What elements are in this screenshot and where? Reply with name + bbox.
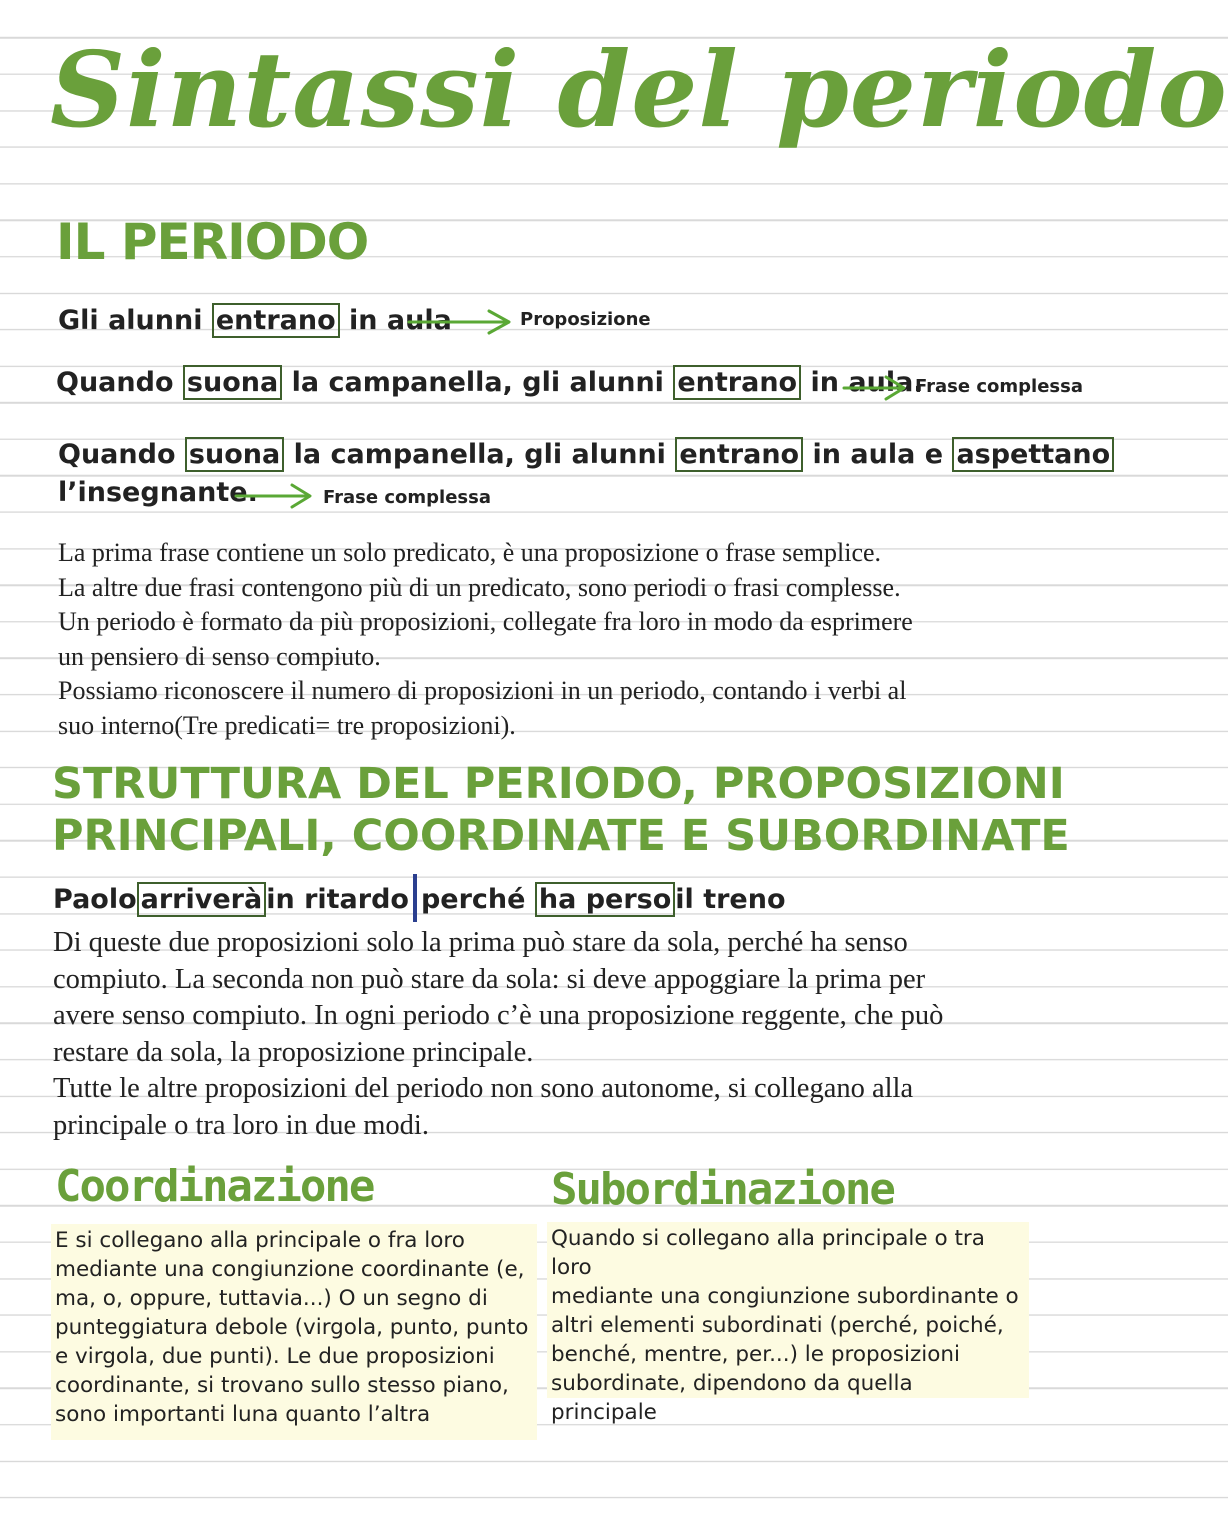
example-sentence-3-continued: l’insegnante. xyxy=(58,477,258,508)
note-line: ma, o, oppure, tuttavia...) O un segno di xyxy=(55,1286,488,1311)
note-line: altri elementi subordinati (perché, poiché, xyxy=(551,1313,1004,1338)
example-text: la campanella, gli alunni xyxy=(293,439,666,470)
boxed-verb: aspettano xyxy=(952,437,1114,472)
example-text: perché xyxy=(420,884,526,915)
example-text: la campanella, gli alunni xyxy=(291,367,664,398)
example-text: in aula. xyxy=(810,367,924,398)
example-sentence-2 xyxy=(56,366,924,400)
paragraph-line: compiuto. La seconda non può stare da sola: si deve appoggiare la prima per xyxy=(53,963,926,995)
coordinazione-note xyxy=(51,1224,537,1440)
note-line: subordinate, dipendono da quella principale xyxy=(551,1371,913,1425)
heading-line: STRUTTURA DEL PERIODO, PROPOSIZIONI xyxy=(52,759,1065,809)
note-line: punteggiatura debole (virgola, punto, punto xyxy=(55,1315,529,1340)
example-label: Frase complessa xyxy=(915,376,1083,397)
note-line: Quando si collegano alla principale o tra loro xyxy=(551,1226,985,1280)
paragraph-line: La altre due frasi contengono più di un predicato, sono periodi o frasi complesse. xyxy=(58,572,901,602)
subordinazione-heading: Subordinazione xyxy=(551,1164,894,1215)
example-sentence-1 xyxy=(58,304,452,338)
boxed-verb: arriverà xyxy=(137,882,267,917)
note-line: mediante una congiunzione coordinante (e, xyxy=(55,1257,525,1282)
paragraph-line: restare da sola, la proposizione principale. xyxy=(53,1036,534,1068)
example-text: Quando xyxy=(58,439,176,470)
paragraph-line: Di queste due proposizioni solo la prima può stare da sola, perché ha senso xyxy=(53,927,908,958)
paragraph-line: un pensiero di senso compiuto. xyxy=(58,641,381,671)
example-text: Quando xyxy=(56,367,174,398)
example-sentence-4 xyxy=(53,874,786,922)
paragraph-line: Un periodo è formato da più proposizioni, collegate fra loro in modo da esprimere xyxy=(58,607,913,636)
boxed-verb: suona xyxy=(185,437,284,472)
paragraph-line: Tutte le altre proposizioni del periodo non sono autonome, si collegano alla xyxy=(53,1073,914,1104)
example-text: in ritardo xyxy=(266,884,409,915)
example-text: Paolo xyxy=(53,884,137,915)
heading-line: PRINCIPALI, COORDINATE E SUBORDINATE xyxy=(52,811,1070,861)
example-sentence-3 xyxy=(58,438,1114,472)
note-line: sono importanti luna quanto l’altra xyxy=(55,1402,431,1427)
paragraph-line: principale o tra loro in due modi. xyxy=(53,1109,429,1141)
paragraph-periodo xyxy=(58,536,1048,743)
example-text: Gli alunni xyxy=(58,305,203,336)
example-text: il treno xyxy=(675,884,786,915)
note-line: coordinante, si trovano sullo stesso piano, xyxy=(55,1373,509,1398)
paragraph-line: La prima frase contiene un solo predicato, è una proposizione o frase semplice. xyxy=(58,538,882,567)
boxed-verb: suona xyxy=(183,365,282,400)
note-line: E si collegano alla principale o fra loro xyxy=(55,1228,465,1253)
arrow-right-icon xyxy=(232,481,317,511)
example-text: in aula xyxy=(349,305,452,336)
section-heading-periodo: IL PERIODO xyxy=(56,213,369,271)
boxed-verb: entrano xyxy=(675,437,803,472)
subordinazione-note xyxy=(547,1222,1029,1425)
boxed-verb: ha perso xyxy=(535,882,675,917)
coordinazione-heading: Coordinazione xyxy=(55,1161,374,1212)
page-title: Sintassi del periodo xyxy=(50,28,1228,151)
boxed-verb: entrano xyxy=(673,365,801,400)
clause-divider xyxy=(413,874,417,922)
paragraph-line: avere senso compiuto. In ogni periodo c’è una proposizione reggente, che può xyxy=(53,1000,944,1031)
note-line: benché, mentre, per...) le proposizioni xyxy=(551,1342,960,1367)
example-label: Frase complessa xyxy=(323,487,491,508)
paragraph-line: suo interno(Tre predicati= tre proposizioni). xyxy=(58,710,516,740)
section-heading-struttura xyxy=(52,758,1070,862)
note-line: mediante una congiunzione subordinante o xyxy=(551,1284,1019,1309)
note-line: e virgola, due punti). Le due proposizioni xyxy=(55,1344,495,1369)
boxed-verb: entrano xyxy=(212,303,340,338)
example-text: in aula e xyxy=(812,439,944,470)
paragraph-struttura xyxy=(53,925,1053,1144)
arrow-right-icon xyxy=(405,307,515,337)
paragraph-line: Possiamo riconoscere il numero di proposizioni in un periodo, contando i verbi al xyxy=(58,676,907,705)
arrow-right-icon xyxy=(840,373,910,403)
example-label: Proposizione xyxy=(520,309,651,330)
